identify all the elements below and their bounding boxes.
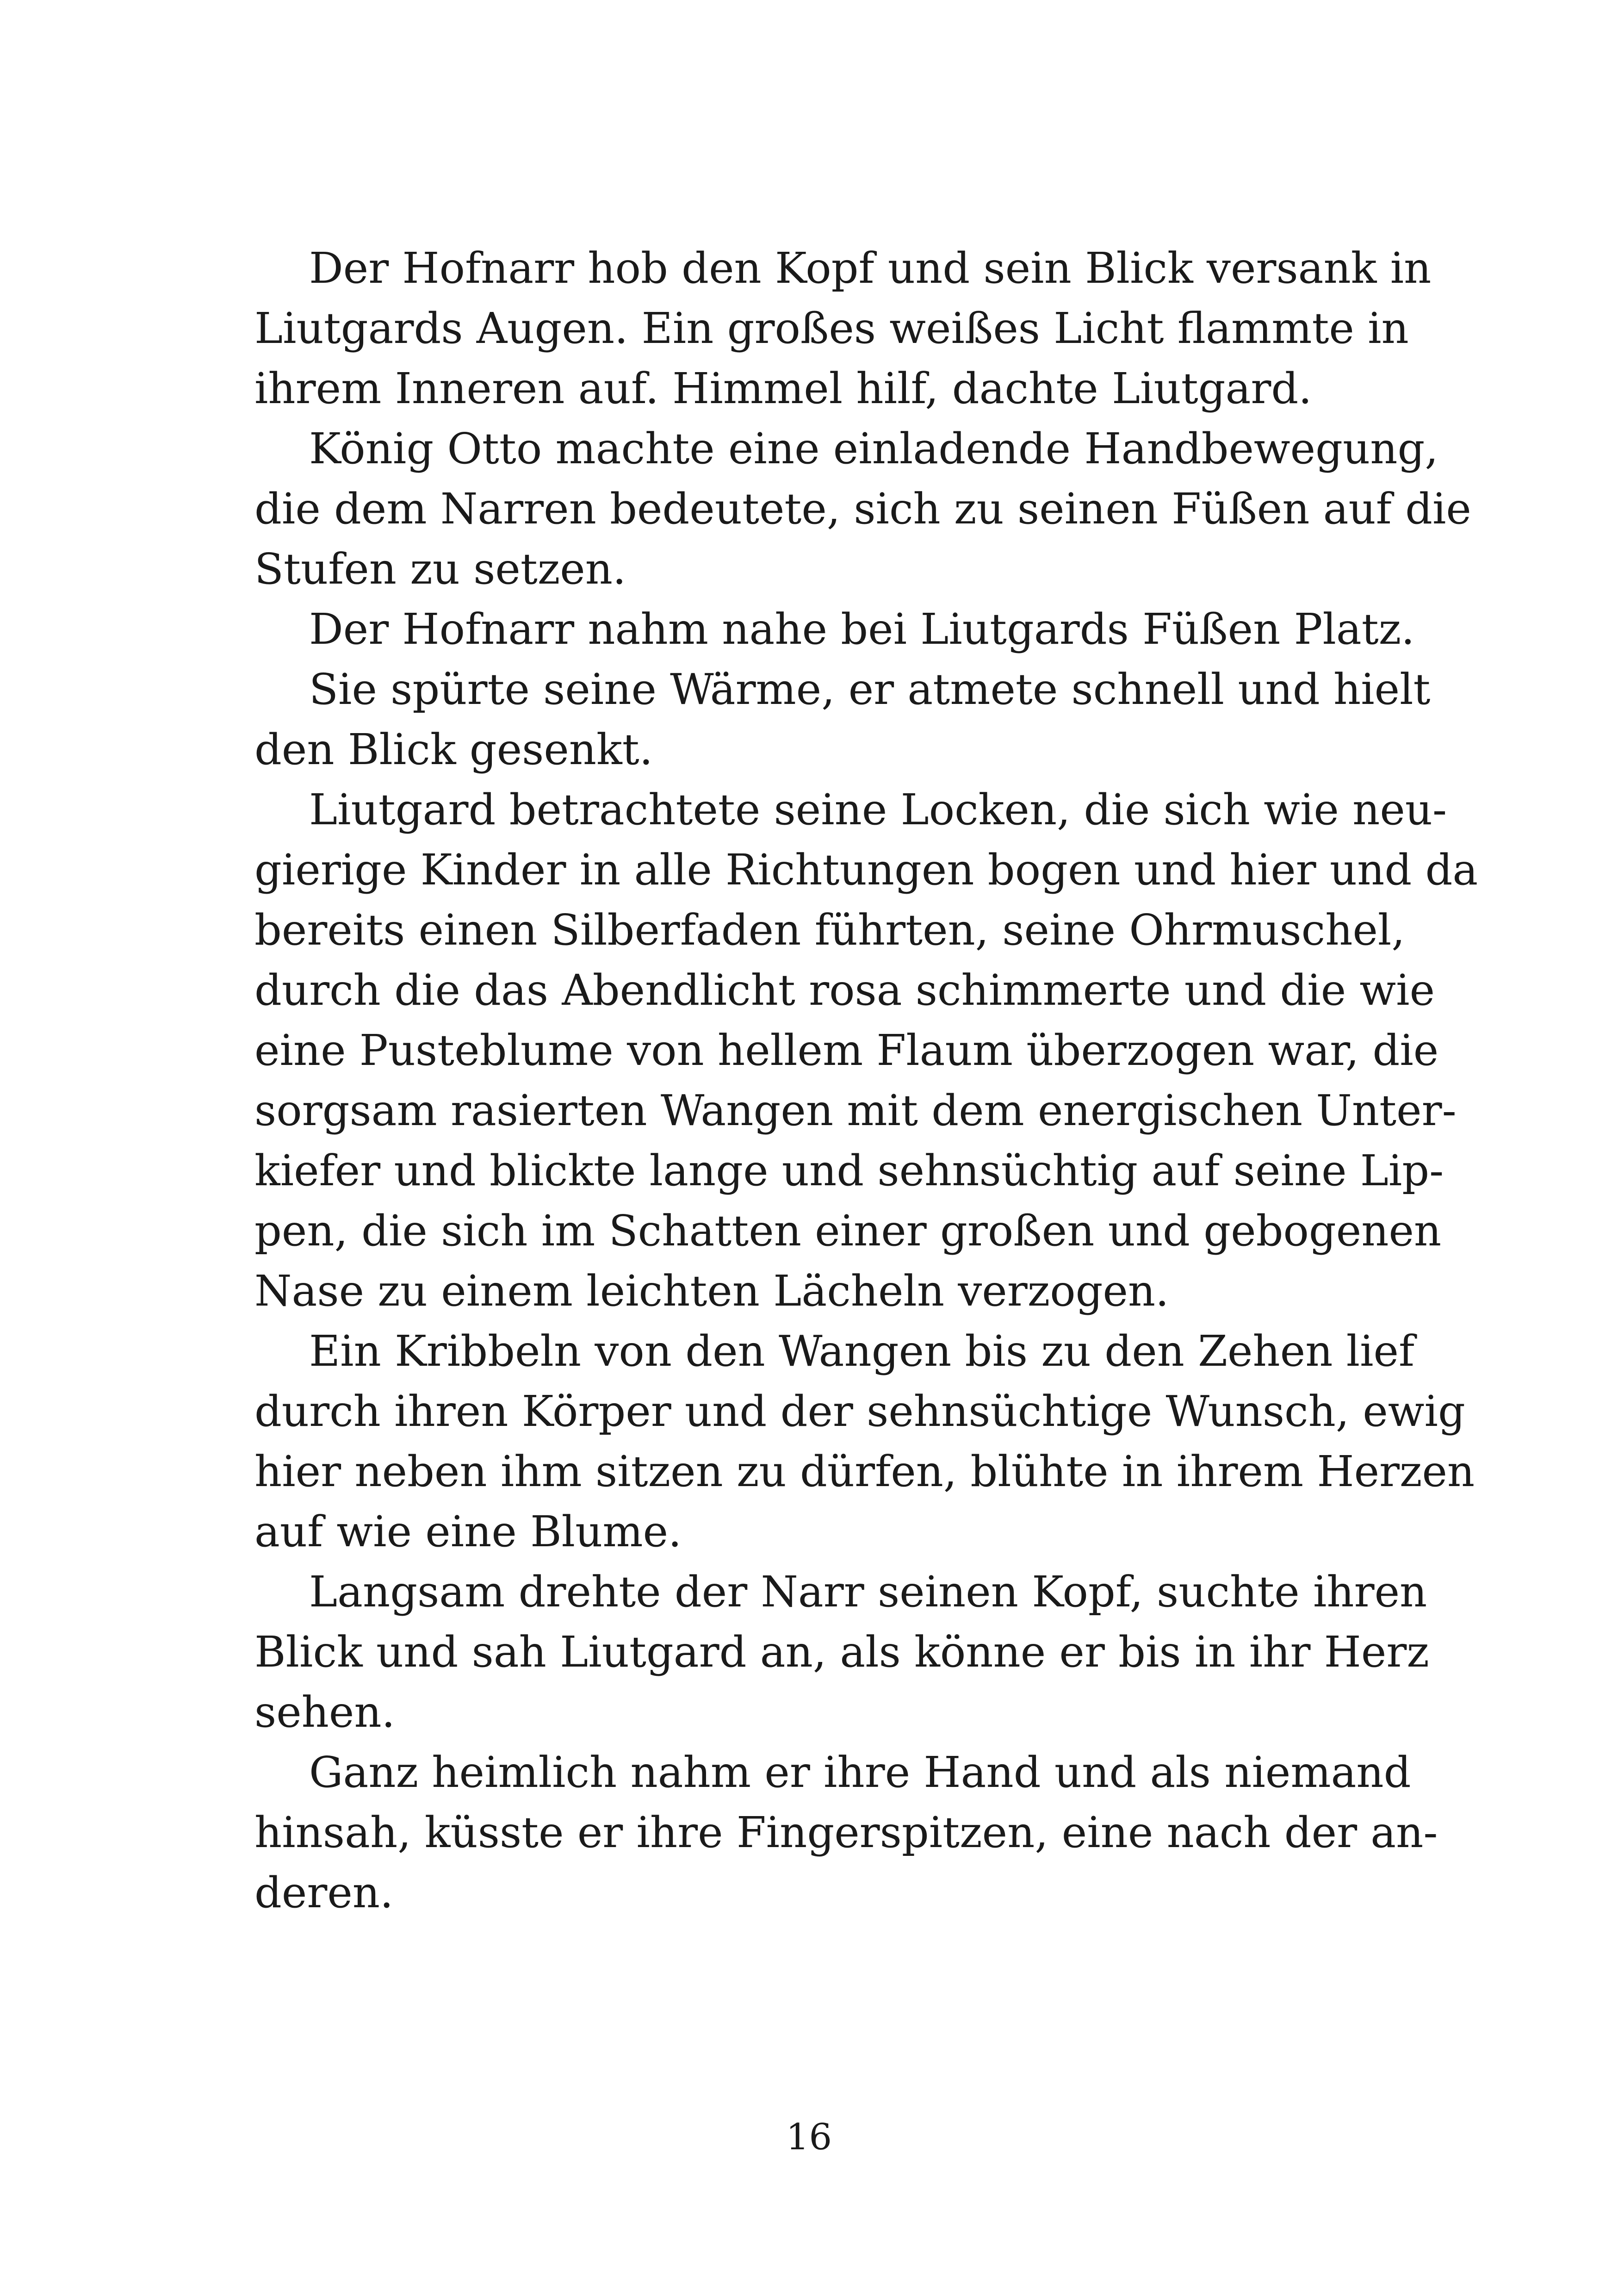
text-line: Nase zu einem leichten Lächeln verzogen. <box>254 1266 1169 1316</box>
text-line: den Blick gesenkt. <box>254 725 653 774</box>
text-line: deren. <box>254 1868 394 1917</box>
paragraph-8 <box>254 1742 1438 1923</box>
text-line: hinsah, küsste er ihre Fingerspitzen, eine nach der an- <box>254 1808 1438 1857</box>
text-line: eine Pusteblume von hellem Flaum überzogen war, die <box>254 1026 1439 1075</box>
text-line: kiefer und blickte lange und sehnsüchtig auf seine Lip- <box>254 1146 1444 1195</box>
text-line: gierige Kinder in alle Richtungen bogen und hier und da <box>254 845 1478 895</box>
page-number: 16 <box>786 2116 832 2158</box>
text-line: hier neben ihm sitzen zu dürfen, blühte in ihrem Herzen <box>254 1447 1475 1496</box>
paragraph-5 <box>254 780 1478 1321</box>
text-line: Sie spürte seine Wärme, er atmete schnell und hielt <box>309 665 1431 714</box>
paragraph-2 <box>254 419 1471 599</box>
page-body <box>254 238 1478 1923</box>
text-line: Liutgard betrachtete seine Locken, die sich wie neu- <box>309 785 1447 834</box>
text-line: ihrem Inneren auf. Himmel hilf, dachte Liutgard. <box>254 364 1312 413</box>
text-line: Der Hofnarr nahm nahe bei Liutgards Füßen Platz. <box>309 604 1415 654</box>
text-line: Der Hofnarr hob den Kopf und sein Blick versank in <box>309 243 1432 293</box>
text-line: pen, die sich im Schatten einer großen und gebogenen <box>254 1206 1442 1256</box>
text-line: König Otto machte eine einladende Handbewegung, <box>309 424 1438 473</box>
text-line: durch ihren Körper und der sehnsüchtige Wunsch, ewig <box>254 1387 1465 1436</box>
text-line: Stufen zu setzen. <box>254 544 626 594</box>
text-line: durch die das Abendlicht rosa schimmerte und die wie <box>254 965 1435 1015</box>
text-line: Ein Kribbeln von den Wangen bis zu den Zehen lief <box>309 1326 1415 1376</box>
paragraph-3 <box>254 599 1415 660</box>
text-line: sorgsam rasierten Wangen mit dem energischen Unter- <box>254 1086 1457 1135</box>
paragraph-4 <box>254 660 1431 780</box>
paragraph-1 <box>254 238 1432 419</box>
text-line: bereits einen Silberfaden führten, seine Ohrmuschel, <box>254 905 1405 955</box>
text-line: sehen. <box>254 1687 395 1737</box>
text-line: auf wie eine Blume. <box>254 1507 682 1556</box>
text-line: Langsam drehte der Narr seinen Kopf, suchte ihren <box>309 1567 1427 1617</box>
text-line: die dem Narren bedeutete, sich zu seinen Füßen auf die <box>254 484 1471 534</box>
paragraph-6 <box>254 1321 1475 1562</box>
text-line: Ganz heimlich nahm er ihre Hand und als niemand <box>309 1748 1411 1797</box>
text-line: Blick und sah Liutgard an, als könne er bis in ihr Herz <box>254 1627 1429 1677</box>
text-line: Liutgards Augen. Ein großes weißes Licht flammte in <box>254 304 1409 353</box>
paragraph-7 <box>254 1562 1429 1742</box>
